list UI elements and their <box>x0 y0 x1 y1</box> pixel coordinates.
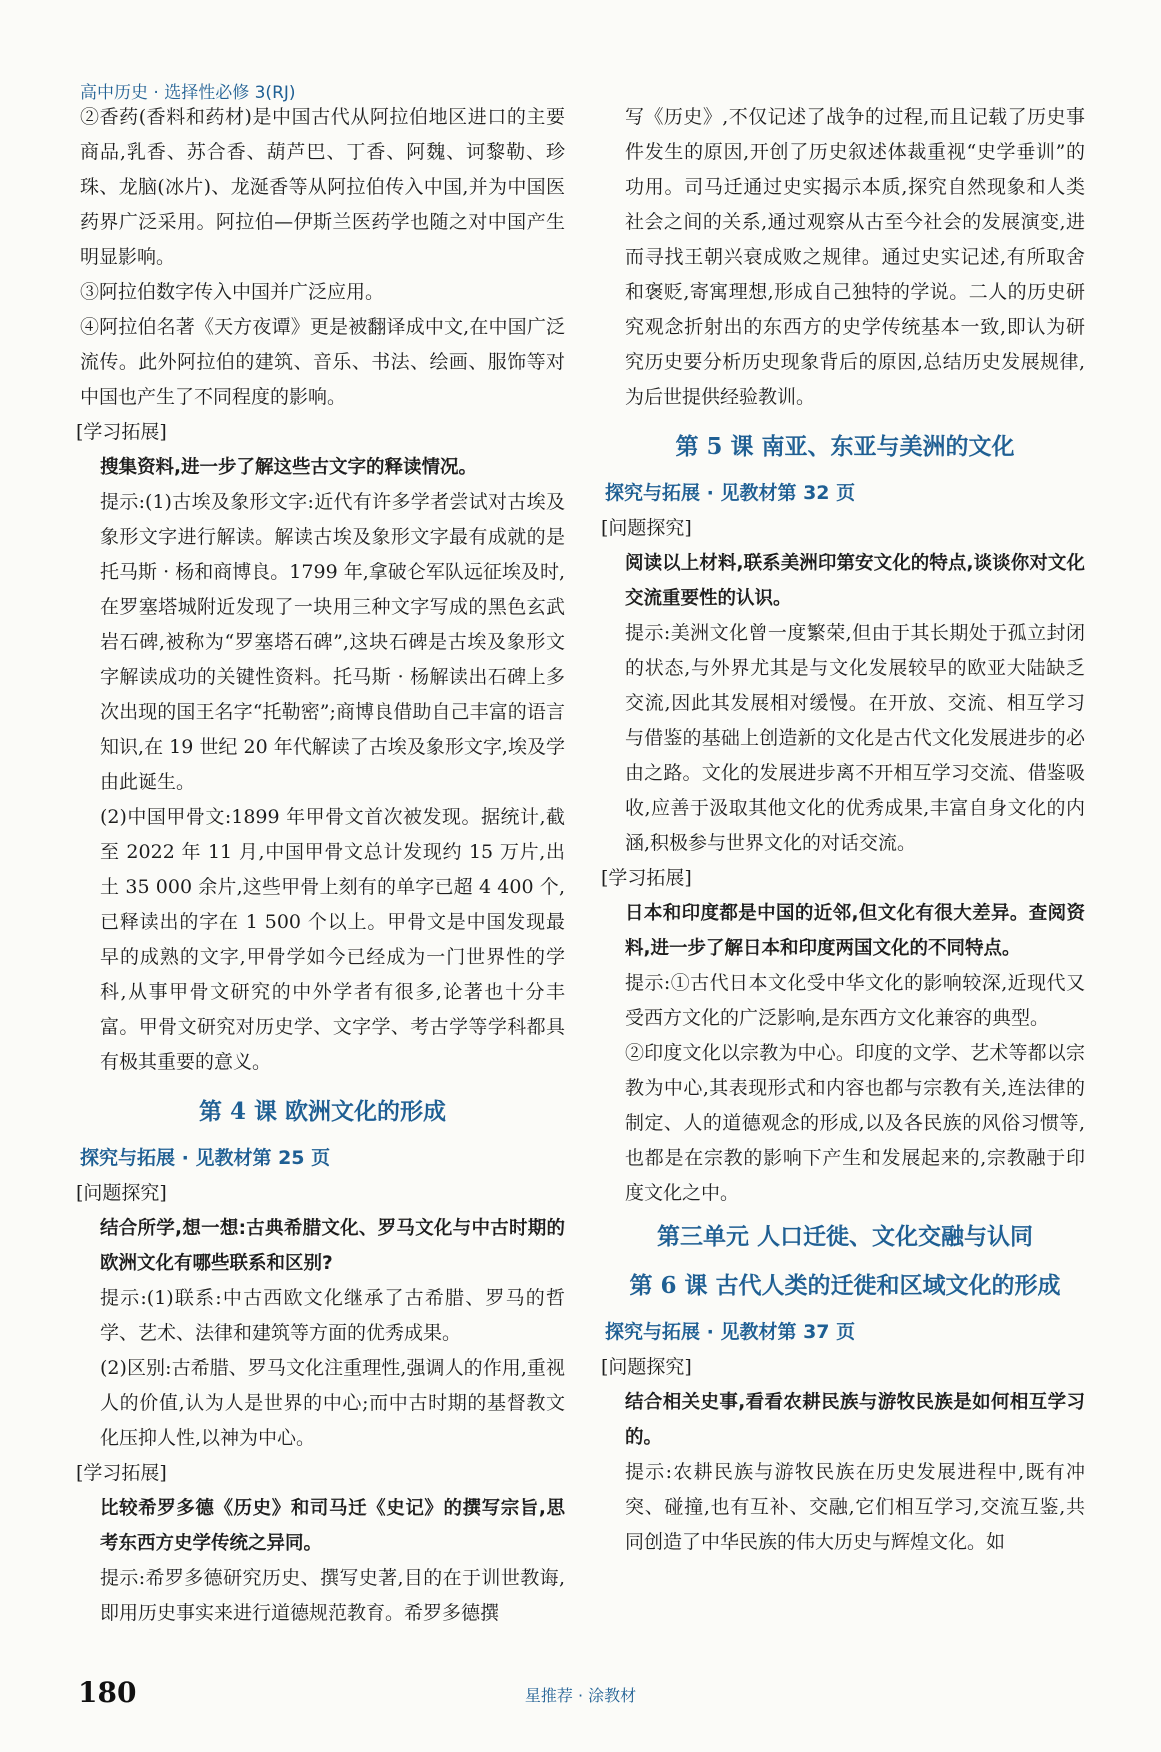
book-header: 高中历史 · 选择性必修 3(RJ) <box>80 83 296 103</box>
lesson-title: 第 5 课 南亚、东亚与美洲的文化 <box>675 433 1015 460</box>
section-tag: [问题探究] <box>601 517 692 539</box>
question: 比较希罗多德《历史》和司马迁《史记》的撰写宗旨,思考东西方史学传统之异同。 <box>100 1498 565 1554</box>
answer: 提示:美洲文化曾一度繁荣,但由于其长期处于孤立封闭的状态,与外界尤其是与文化发展较早的欧亚大陆缺乏交流,因此其发展相对缓慢。在开放、交流、相互学习与借鉴的基础上创造新的文化是古代文化发展进步的必由之路。文化的发展进步离不开相互学习交流、借鉴吸收,应善于汲取其他文化的优秀成果,丰富自身文化的内涵,积极参与世界文化的对话交流。 <box>625 622 1085 854</box>
left-column <box>76 100 565 1631</box>
footer-brand: 星推荐 · 涂教材 <box>524 1686 637 1705</box>
lesson-title: 第 6 课 古代人类的迁徙和区域文化的形成 <box>629 1272 1061 1299</box>
answer: (2)中国甲骨文:1899 年甲骨文首次被发现。据统计,截至 2022 年 11 月,中国甲骨文总计发现约 15 万片,出土 35 000 余片,这些甲骨上刻有的单字已超 4 400 个,已释读出的字在 1 500 个以上。甲骨文是中国发现最早的成熟的文字,甲骨学如今已经成为一门世界性的学科,从事甲骨文研究的中外学者有很多,论著也十分丰富。甲骨文研究对历史学、文字学、考古学等学科都具有极其重要的意义。 <box>100 806 565 1073</box>
answer: 写《历史》,不仅记述了战争的过程,而且记载了历史事件发生的原因,开创了历史叙述体裁重视“史学垂训”的功用。司马迁通过史实揭示本质,探究自然现象和人类社会之间的关系,通过观察从古至今社会的发展演变,进而寻找王朝兴衰成败之规律。通过史实记述,有所取舍和褒贬,寄寓理想,形成自己独特的学说。二人的历史研究观念折射出的东西方的史学传统基本一致,即认为研究历史要分析历史现象背后的原因,总结历史发展规律,为后世提供经验教训。 <box>625 106 1085 408</box>
answer: 提示:①古代日本文化受中华文化的影响较深,近现代又受西方文化的广泛影响,是东西方文化兼容的典型。 <box>625 972 1085 1029</box>
section-tag: [学习拓展] <box>76 1462 167 1484</box>
answer: ②印度文化以宗教为中心。印度的文学、艺术等都以宗教为中心,其表现形式和内容也都与宗教有关,连法律的制定、人的道德观念的形成,以及各民族的风俗习惯等,也都是在宗教的影响下产生和发展起来的,宗教融于印度文化之中。 <box>625 1042 1085 1204</box>
lesson-title: 第 4 课 欧洲文化的形成 <box>198 1098 447 1125</box>
paragraph: ②香药(香料和药材)是中国古代从阿拉伯地区进口的主要商品,乳香、苏合香、葫芦巴、丁香、阿魏、诃黎勒、珍珠、龙脑(冰片)、龙涎香等从阿拉伯传入中国,并为中国医药界广泛采用。阿拉伯—伊斯兰医药学也随之对中国产生明显影响。 <box>80 106 565 268</box>
right-column <box>601 100 1085 1560</box>
question: 搜集资料,进一步了解这些古文字的释读情况。 <box>100 457 478 478</box>
answer: 提示:希罗多德研究历史、撰写史著,目的在于训世教诲,即用历史事实来进行道德规范教育。希罗多德撰 <box>100 1567 565 1624</box>
section-heading: 探究与拓展 · 见教材第 32 页 <box>605 482 856 504</box>
question: 阅读以上材料,联系美洲印第安文化的特点,谈谈你对文化交流重要性的认识。 <box>625 553 1085 609</box>
section-tag: [问题探究] <box>76 1182 167 1204</box>
answer: 提示:农耕民族与游牧民族在历史发展进程中,既有冲突、碰撞,也有互补、交融,它们相互学习,交流互鉴,共同创造了中华民族的伟大历史与辉煌文化。如 <box>625 1461 1085 1553</box>
question: 结合所学,想一想:古典希腊文化、罗马文化与中古时期的欧洲文化有哪些联系和区别? <box>100 1218 565 1274</box>
answer: 提示:(1)联系:中古西欧文化继承了古希腊、罗马的哲学、艺术、法律和建筑等方面的优秀成果。 <box>100 1287 565 1344</box>
section-tag: [学习拓展] <box>601 867 692 889</box>
answer: 提示:(1)古埃及象形文字:近代有许多学者尝试对古埃及象形文字进行解读。解读古埃及象形文字最有成就的是托马斯 · 杨和商博良。1799 年,拿破仑军队远征埃及时,在罗塞塔城附近发现了一块用三种文字写成的黑色玄武岩石碑,被称为“罗塞塔石碑”,这块石碑是古埃及象形文字解读成功的关键性资料。托马斯 · 杨解读出石碑上多次出现的国王名字“托勒密”;商博良借助自己丰富的语言知识,在 19 世纪 20 年代解读了古埃及象形文字,埃及学由此诞生。 <box>100 491 565 793</box>
answer: (2)区别:古希腊、罗马文化注重理性,强调人的作用,重视人的价值,认为人是世界的中心;而中古时期的基督教文化压抑人性,以神为中心。 <box>100 1357 565 1449</box>
unit-title: 第三单元 人口迁徙、文化交融与认同 <box>656 1223 1033 1250</box>
question: 结合相关史事,看看农耕民族与游牧民族是如何相互学习的。 <box>625 1392 1085 1448</box>
paragraph: ④阿拉伯名著《天方夜谭》更是被翻译成中文,在中国广泛流传。此外阿拉伯的建筑、音乐、书法、绘画、服饰等对中国也产生了不同程度的影响。 <box>80 316 565 408</box>
section-heading: 探究与拓展 · 见教材第 25 页 <box>80 1147 331 1169</box>
section-heading: 探究与拓展 · 见教材第 37 页 <box>605 1321 856 1343</box>
question: 日本和印度都是中国的近邻,但文化有很大差异。查阅资料,进一步了解日本和印度两国文化的不同特点。 <box>625 903 1085 959</box>
section-tag: [问题探究] <box>601 1356 692 1378</box>
section-tag: [学习拓展] <box>76 421 167 443</box>
paragraph: ③阿拉伯数字传入中国并广泛应用。 <box>80 281 385 303</box>
page-number: 180 <box>78 1676 137 1709</box>
